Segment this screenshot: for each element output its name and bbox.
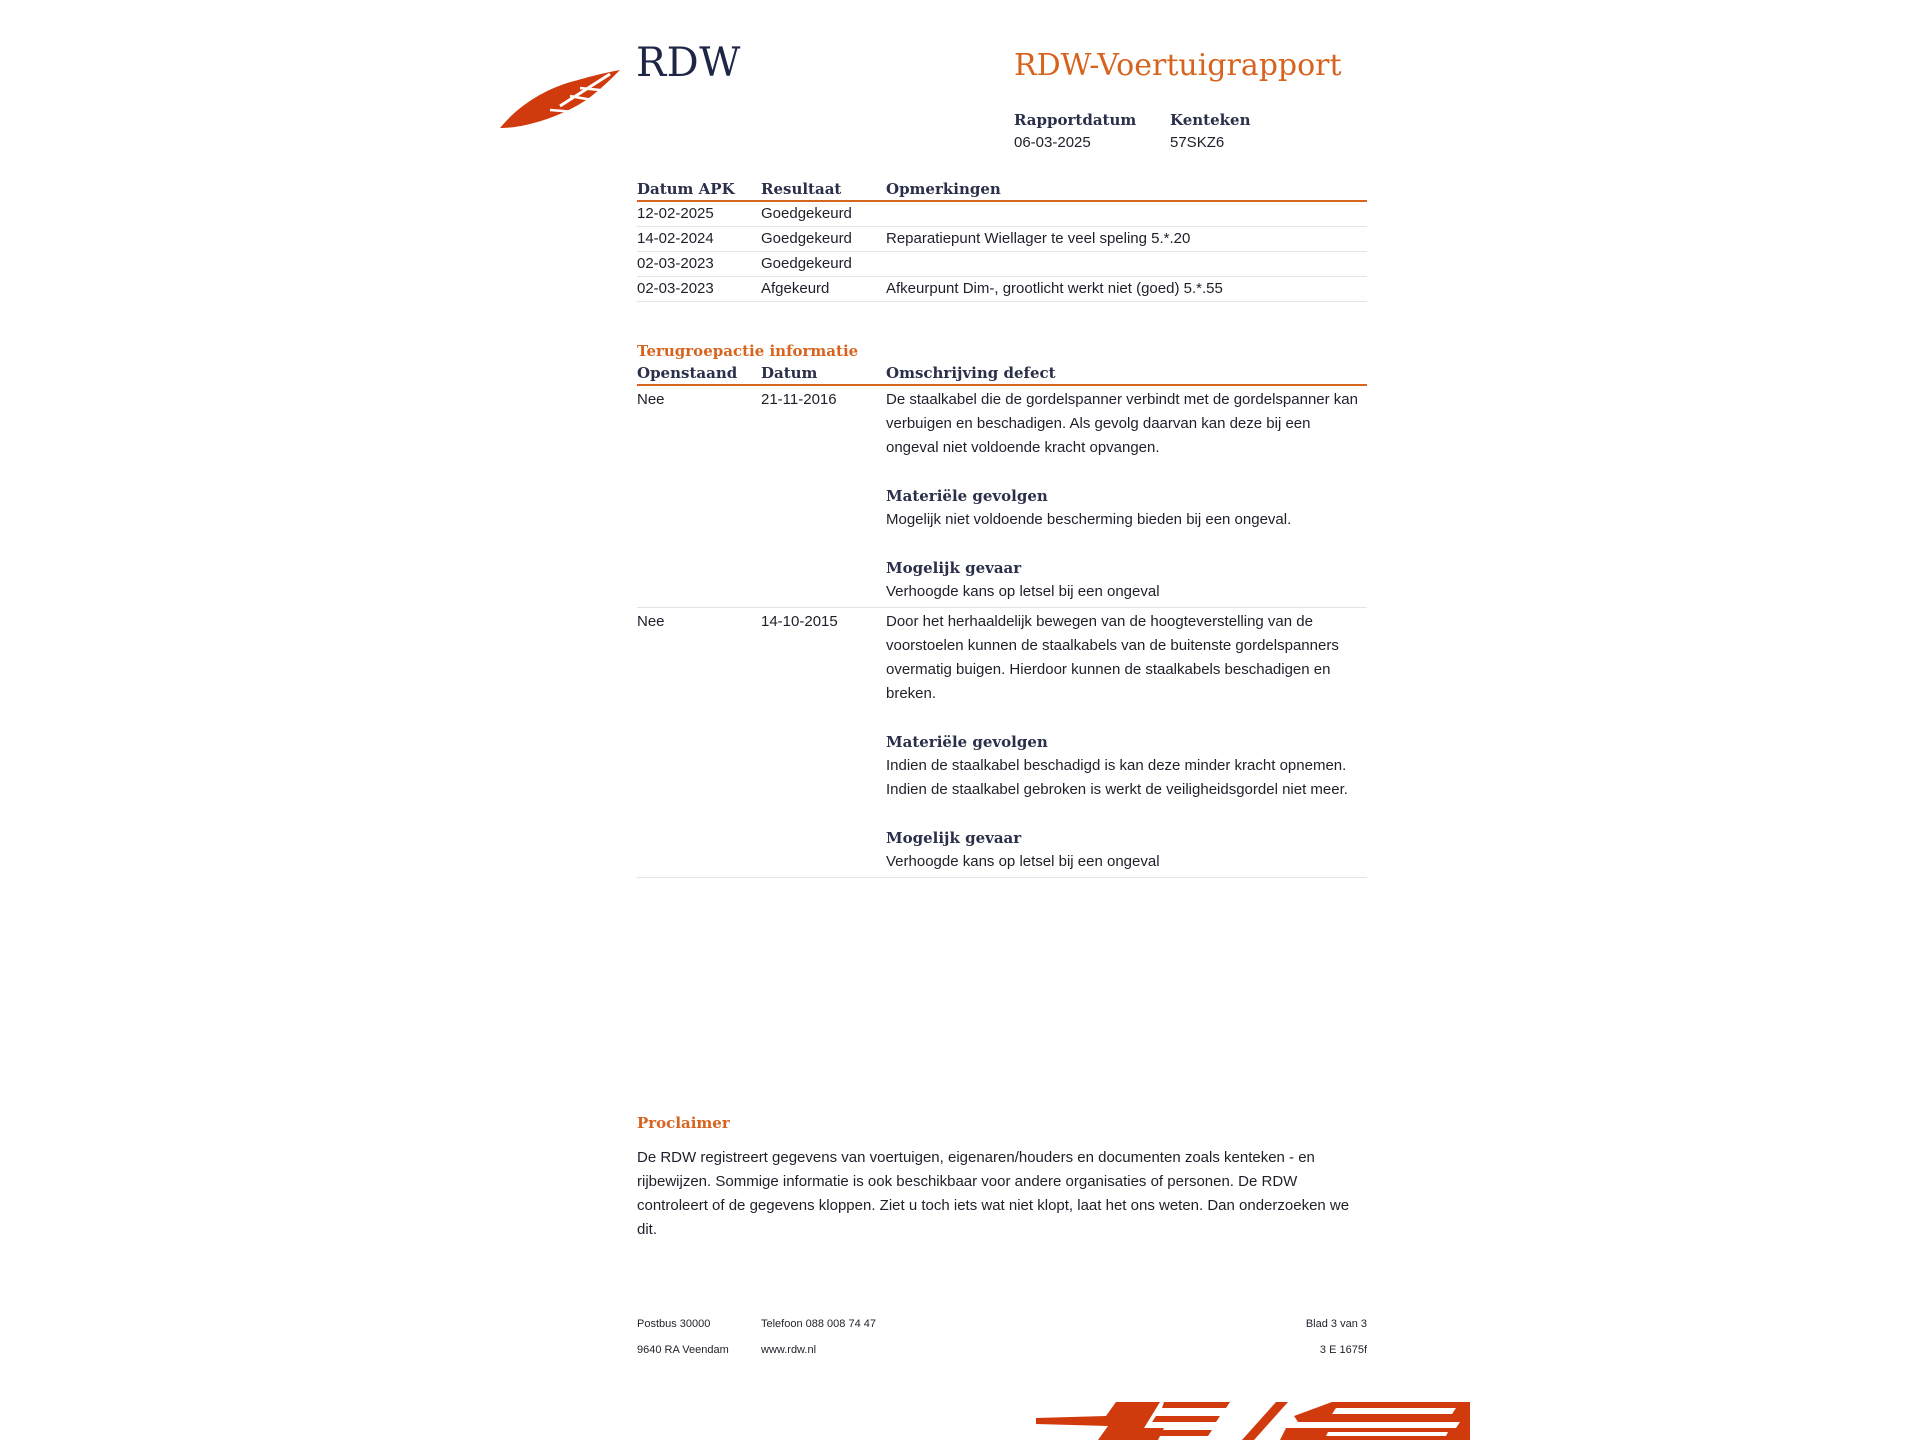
apk-date: 02-03-2023 xyxy=(637,252,761,277)
apk-result: Afgekeurd xyxy=(761,277,886,302)
recall-table xyxy=(637,362,1367,878)
recall-description xyxy=(886,385,1367,608)
apk-remark xyxy=(886,201,1367,227)
footer-postbus: Postbus 30000 xyxy=(637,1318,711,1330)
recall-section-title: Terugroepactie informatie xyxy=(637,342,859,360)
footer-doc-code: 3 E 1675f xyxy=(1319,1344,1367,1356)
apk-date: 12-02-2025 xyxy=(637,201,761,227)
footer-city: 9640 RA Veendam xyxy=(637,1344,729,1356)
table-row xyxy=(637,385,1367,608)
consequence-label: Materiële gevolgen xyxy=(886,733,1048,751)
recall-date: 21-11-2016 xyxy=(761,385,886,608)
footer-page-number: Blad 3 van 3 xyxy=(1305,1318,1367,1330)
footer-website[interactable]: www.rdw.nl xyxy=(761,1344,817,1356)
apk-col-remarks: Opmerkingen xyxy=(886,178,1367,201)
apk-col-result: Resultaat xyxy=(761,178,886,201)
apk-result: Goedgekeurd xyxy=(761,227,886,252)
recall-date: 14-10-2015 xyxy=(761,608,886,878)
rdw-logo-icon xyxy=(500,66,620,130)
recall-col-description: Omschrijving defect xyxy=(886,362,1367,385)
recall-open: Nee xyxy=(637,608,761,878)
meta-value-report-date: 06-03-2025 xyxy=(1014,134,1091,151)
table-row xyxy=(637,252,1367,277)
apk-header-row xyxy=(637,178,1367,201)
apk-result: Goedgekeurd xyxy=(761,252,886,277)
recall-col-date: Datum xyxy=(761,362,886,385)
table-row xyxy=(637,277,1367,302)
consequence-label: Materiële gevolgen xyxy=(886,487,1048,505)
footer-phone: Telefoon 088 008 74 47 xyxy=(761,1318,876,1330)
apk-remark: Reparatiepunt Wiellager te veel speling 5.*.20 xyxy=(886,227,1367,252)
recall-description xyxy=(886,608,1367,878)
consequence-text: Indien de staalkabel beschadigd is kan deze minder kracht opnemen. Indien de staalkabel gebroken is werkt de veiligheidsgordel niet meer. xyxy=(886,757,1348,798)
recall-header-row xyxy=(637,362,1367,385)
consequence-text: Mogelijk niet voldoende bescherming bieden bij een ongeval. xyxy=(886,511,1292,528)
apk-col-date: Datum APK xyxy=(637,178,761,201)
apk-remark xyxy=(886,252,1367,277)
apk-date: 02-03-2023 xyxy=(637,277,761,302)
apk-remark: Afkeurpunt Dim-, grootlicht werkt niet (goed) 5.*.55 xyxy=(886,277,1367,302)
danger-label: Mogelijk gevaar xyxy=(886,559,1022,577)
logo-text: RDW xyxy=(636,40,741,86)
proclaimer-text: De RDW registreert gegevens van voertuigen, eigenaren/houders en documenten zoals kenteken - en rijbewijzen. Sommige informatie is ook beschikbaar voor andere organisaties of personen. De RDW controleert of de gegevens kloppen. Ziet u toch iets wat niet klopt, laat het ons weten. Dan onderzoeken we dit. xyxy=(637,1149,1350,1238)
report-title: RDW-Voertuigrapport xyxy=(1014,48,1342,83)
proclaimer-title: Proclaimer xyxy=(637,1114,730,1132)
danger-label: Mogelijk gevaar xyxy=(886,829,1022,847)
recall-col-open: Openstaand xyxy=(637,362,761,385)
meta-label-license-plate: Kenteken xyxy=(1170,111,1251,129)
recall-open: Nee xyxy=(637,385,761,608)
apk-table xyxy=(637,178,1367,302)
table-row xyxy=(637,227,1367,252)
table-row xyxy=(637,608,1367,878)
danger-text: Verhoogde kans op letsel bij een ongeval xyxy=(886,853,1160,870)
meta-label-report-date: Rapportdatum xyxy=(1014,111,1137,129)
defect-text: De staalkabel die de gordelspanner verbindt met de gordelspanner kan verbuigen en beschadigen. Als gevolg daarvan kan deze bij een ongeval niet voldoende kracht opvangen. xyxy=(886,391,1358,456)
table-row xyxy=(637,201,1367,227)
apk-date: 14-02-2024 xyxy=(637,227,761,252)
meta-value-license-plate: 57SKZ6 xyxy=(1170,134,1225,151)
defect-text: Door het herhaaldelijk bewegen van de hoogteverstelling van de voorstoelen kunnen de staalkabels van de buitenste gordelspanners overmatig buigen. Hierdoor kunnen de staalkabels beschadigen en breken. xyxy=(886,613,1339,702)
apk-result: Goedgekeurd xyxy=(761,201,886,227)
danger-text: Verhoogde kans op letsel bij een ongeval xyxy=(886,583,1160,600)
footer-stripes-decoration xyxy=(1036,1398,1470,1440)
